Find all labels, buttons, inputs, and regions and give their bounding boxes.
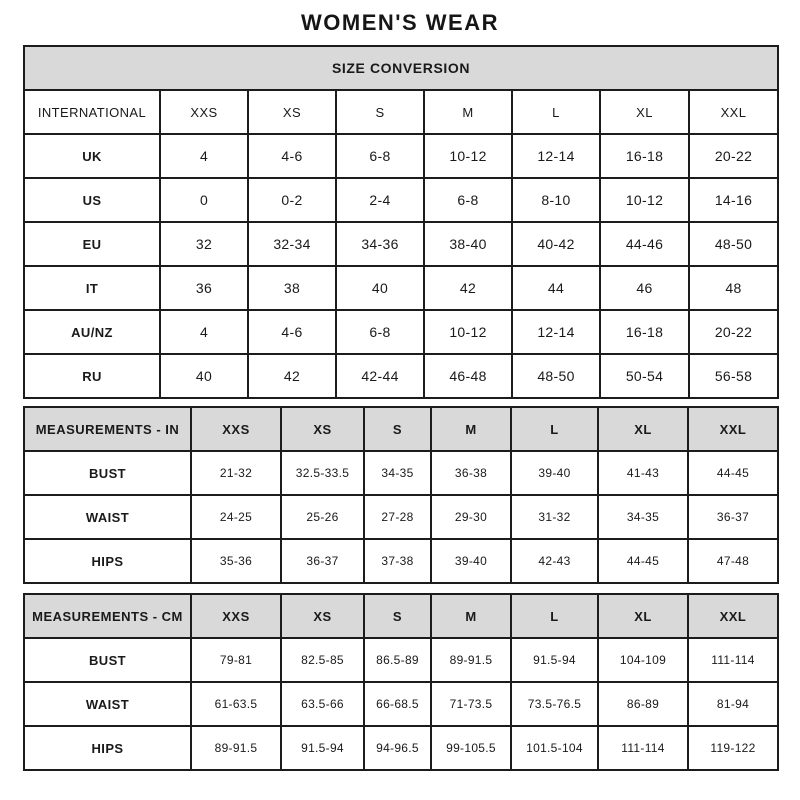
table-cell: 16-18 <box>600 134 689 178</box>
table-cell: 4-6 <box>248 310 336 354</box>
measurements-cm-title: MEASUREMENTS - CM <box>24 594 191 638</box>
table-row <box>24 178 778 222</box>
table-cell: 40 <box>336 266 424 310</box>
table-row <box>24 495 778 539</box>
row-label: WAIST <box>24 682 191 726</box>
column-header: M <box>431 594 511 638</box>
table-cell: 24-25 <box>191 495 281 539</box>
table-cell: 34-35 <box>364 451 431 495</box>
column-header: XXS <box>191 407 281 451</box>
table-cell: 20-22 <box>689 134 778 178</box>
table-cell: 91.5-94 <box>281 726 364 770</box>
page-title: WOMEN'S WEAR <box>301 10 499 35</box>
column-header: S <box>336 90 424 134</box>
table-cell: 42 <box>248 354 336 398</box>
table-cell: 44-45 <box>598 539 688 583</box>
table-cell: 38 <box>248 266 336 310</box>
table-cell: 29-30 <box>431 495 511 539</box>
table-cell: 81-94 <box>688 682 778 726</box>
table-row <box>24 451 778 495</box>
table-cell: 39-40 <box>511 451 598 495</box>
column-header: XXL <box>689 90 778 134</box>
table-cell: 46 <box>600 266 689 310</box>
table-row <box>24 134 778 178</box>
column-header: XXL <box>688 407 778 451</box>
table-cell: 4 <box>160 310 248 354</box>
table-cell: 27-28 <box>364 495 431 539</box>
table-cell: 0-2 <box>248 178 336 222</box>
table-cell: 40-42 <box>512 222 600 266</box>
size-conversion-title: SIZE CONVERSION <box>24 46 778 90</box>
table-cell: 35-36 <box>191 539 281 583</box>
table-cell: 61-63.5 <box>191 682 281 726</box>
column-header: XS <box>281 594 364 638</box>
table-cell: 40 <box>160 354 248 398</box>
table-row <box>24 726 778 770</box>
row-label: HIPS <box>24 539 191 583</box>
column-header: L <box>511 407 598 451</box>
column-header: XXL <box>688 594 778 638</box>
table-row <box>24 354 778 398</box>
table-cell: 37-38 <box>364 539 431 583</box>
column-header: XXS <box>160 90 248 134</box>
row-label: EU <box>24 222 160 266</box>
table-cell: 71-73.5 <box>431 682 511 726</box>
table-cell: 119-122 <box>688 726 778 770</box>
table-cell: 42-43 <box>511 539 598 583</box>
table-cell: 12-14 <box>512 134 600 178</box>
row-label: AU/NZ <box>24 310 160 354</box>
row-label: RU <box>24 354 160 398</box>
table-cell: 94-96.5 <box>364 726 431 770</box>
table-cell: 8-10 <box>512 178 600 222</box>
table-cell: 63.5-66 <box>281 682 364 726</box>
table-cell: 101.5-104 <box>511 726 598 770</box>
table-cell: 46-48 <box>424 354 512 398</box>
column-header: L <box>512 90 600 134</box>
table-row <box>24 638 778 682</box>
table-cell: 32-34 <box>248 222 336 266</box>
table-cell: 32 <box>160 222 248 266</box>
table-row <box>24 310 778 354</box>
table-cell: 10-12 <box>600 178 689 222</box>
table-cell: 111-114 <box>598 726 688 770</box>
table-cell: 41-43 <box>598 451 688 495</box>
table-cell: 20-22 <box>689 310 778 354</box>
row-label: WAIST <box>24 495 191 539</box>
column-header: XL <box>600 90 689 134</box>
table-cell: 48-50 <box>512 354 600 398</box>
size-conversion-header-row <box>24 46 778 90</box>
table-cell: 73.5-76.5 <box>511 682 598 726</box>
size-conversion-columns-row <box>24 90 778 134</box>
table-cell: 14-16 <box>689 178 778 222</box>
column-header: M <box>424 90 512 134</box>
table-cell: 36-37 <box>688 495 778 539</box>
table-cell: 44 <box>512 266 600 310</box>
table-cell: 42 <box>424 266 512 310</box>
row-label: BUST <box>24 638 191 682</box>
table-cell: 12-14 <box>512 310 600 354</box>
column-header: XXS <box>191 594 281 638</box>
table-cell: 39-40 <box>431 539 511 583</box>
table-cell: 111-114 <box>688 638 778 682</box>
table-cell: 38-40 <box>424 222 512 266</box>
table-cell: 50-54 <box>600 354 689 398</box>
column-header: INTERNATIONAL <box>24 90 160 134</box>
table-cell: 4 <box>160 134 248 178</box>
measurements-cm-header-row <box>24 594 778 638</box>
measurements-in-title: MEASUREMENTS - IN <box>24 407 191 451</box>
row-label: US <box>24 178 160 222</box>
table-row <box>24 539 778 583</box>
table-cell: 6-8 <box>336 310 424 354</box>
table-cell: 6-8 <box>336 134 424 178</box>
table-cell: 99-105.5 <box>431 726 511 770</box>
column-header: L <box>511 594 598 638</box>
table-cell: 0 <box>160 178 248 222</box>
table-cell: 6-8 <box>424 178 512 222</box>
table-cell: 56-58 <box>689 354 778 398</box>
table-cell: 79-81 <box>191 638 281 682</box>
row-label: IT <box>24 266 160 310</box>
table-cell: 16-18 <box>600 310 689 354</box>
table-cell: 10-12 <box>424 134 512 178</box>
table-cell: 91.5-94 <box>511 638 598 682</box>
table-cell: 48-50 <box>689 222 778 266</box>
table-cell: 4-6 <box>248 134 336 178</box>
column-header: XL <box>598 407 688 451</box>
column-header: M <box>431 407 511 451</box>
table-cell: 2-4 <box>336 178 424 222</box>
table-cell: 82.5-85 <box>281 638 364 682</box>
row-label: HIPS <box>24 726 191 770</box>
table-cell: 21-32 <box>191 451 281 495</box>
row-label: UK <box>24 134 160 178</box>
table-cell: 104-109 <box>598 638 688 682</box>
table-row <box>24 682 778 726</box>
table-cell: 36 <box>160 266 248 310</box>
table-cell: 47-48 <box>688 539 778 583</box>
table-cell: 44-46 <box>600 222 689 266</box>
table-cell: 32.5-33.5 <box>281 451 364 495</box>
table-cell: 36-37 <box>281 539 364 583</box>
table-cell: 34-36 <box>336 222 424 266</box>
measurements-in-header-row <box>24 407 778 451</box>
table-cell: 36-38 <box>431 451 511 495</box>
table-row <box>24 266 778 310</box>
table-cell: 66-68.5 <box>364 682 431 726</box>
table-row <box>24 222 778 266</box>
column-header: S <box>364 407 431 451</box>
size-conversion-table <box>23 45 779 399</box>
column-header: XS <box>281 407 364 451</box>
measurements-cm-table <box>23 593 779 771</box>
table-cell: 34-35 <box>598 495 688 539</box>
table-cell: 86.5-89 <box>364 638 431 682</box>
column-header: XS <box>248 90 336 134</box>
table-cell: 48 <box>689 266 778 310</box>
row-label: BUST <box>24 451 191 495</box>
table-cell: 44-45 <box>688 451 778 495</box>
table-cell: 86-89 <box>598 682 688 726</box>
table-cell: 10-12 <box>424 310 512 354</box>
table-cell: 42-44 <box>336 354 424 398</box>
table-cell: 25-26 <box>281 495 364 539</box>
column-header: S <box>364 594 431 638</box>
measurements-in-table <box>23 406 779 584</box>
table-cell: 89-91.5 <box>431 638 511 682</box>
column-header: XL <box>598 594 688 638</box>
table-cell: 89-91.5 <box>191 726 281 770</box>
table-cell: 31-32 <box>511 495 598 539</box>
